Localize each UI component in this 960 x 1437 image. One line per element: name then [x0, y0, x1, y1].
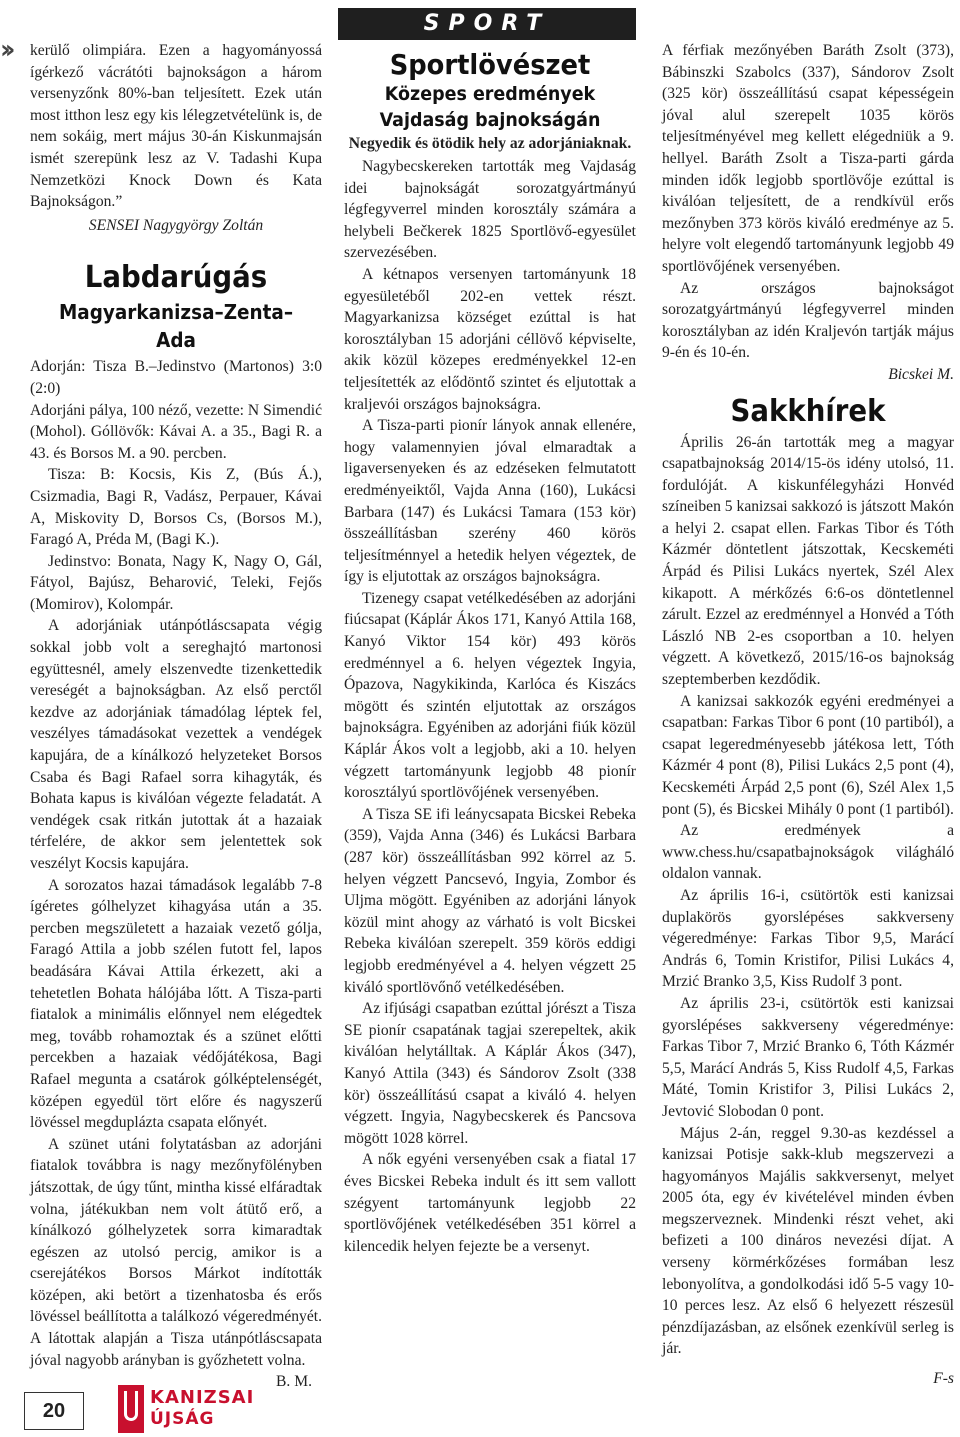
logo-text-line2: ÚJSÁG — [150, 1409, 215, 1429]
shooting-subheading-2: Vajdaság bajnokságán — [379, 109, 601, 131]
match-result: Adorján: Tisza B.–Jedinstvo (Martonos) 3:0 (2:0) — [30, 358, 322, 397]
chess-paragraph: Az eredmények a www.chess.hu/csapatbajnokságok világháló oldalon vannak. — [662, 822, 954, 883]
logo-text-line1: KANIZSAI — [150, 1387, 255, 1408]
match-details: Adorjáni pálya, 100 néző, vezette: N Simendić (Mohol). Góllövők: Kávai A. a 35., Bagi R. a 43. és Borsos M. a 90. percben. — [30, 401, 322, 462]
shooting-signature: Bicskei M. — [888, 365, 954, 383]
chess-signature: F-s — [933, 1370, 954, 1387]
shooting-paragraph: A kétnapos versenyen tartományunk 18 egyesületéből 202-en vettek részt. Magyarkanizsa községet ezúttal is hat korosztályban 15 adorjáni céllövő képviselte, akik közül közepes eredményekkel 12-en teljesítették az elődöntő szintet és eljutottak a kraljevói országos bajnokságra. — [344, 265, 636, 413]
jedinstvo-lineup: Jedinstvo: Bonata, Nagy K, Nagy O, Gál, Fátyol, Bajúsz, Beharović, Teleki, Fejős (Momirov), Kolompár. — [30, 552, 322, 613]
chess-paragraph: Május 2-án, reggel 9.30-as kezdéssel a kanizsai Potisje sakk-klub megszervezi a hagyományos Majális sakkversenyt, melyet 2005 óta, egy év kivételével minden évben megszerveznek. Mindenki részt vehet, aki befizeti a 100 dináros nevezési díjat. A verseny körmérkőzéses formában lesz lebonyolítva, a gondolkodási idő 5-5 vagy 10-10 perces lesz. Az első 6 helyezett részesül pénzdíjazásban, az elsőnek ezenkívül serleg is jár. — [662, 1124, 954, 1358]
page-number: 20 — [24, 1392, 84, 1430]
section-label-sport: SPORT — [338, 8, 636, 40]
shooting-paragraph: Az ifjúsági csapatban ezúttal jórészt a Tisza SE pionír csapatának tagjai szerepeltek, akik kiválóan helytálltak. A Káplár Ákos (347), Kanyó Attila (343) és Sándorov Zsolt (338 kör) összeállítású csapat a kiváló 4. helyen végzett. Ingyia, Nagybecskerek és Pancsova mögött 1028 körrel. — [344, 1000, 636, 1147]
chess-paragraph: Az április 16-i, csütörtök esti kanizsai duplakörös gyorslépéses sakkverseny végeredménye: Farkas Tibor 9,5, Marácí András 6, Tomin Kristifor, Pilisi Lukács 4, Mrzić Branko 3,5, Kiss Rudolf 3 pont. — [662, 886, 954, 991]
chess-heading: Sakkhírek — [730, 393, 886, 429]
shooting-heading: Sportlövészet — [389, 48, 591, 81]
chess-paragraph: A kanizsai sakkozók egyéni eredményei a csapatban: Farkas Tibor 6 pont (10 partiból), a csapat legeredményesebb játékosa lett, Tóth Kázmér 4 pont (8), Pilisi Lukács 2,5 pont (4), Kecskeméti Árpád 2,5 pont (6), Szél Alex 1,5 pont (5), és Bicskei Mihály 0 pont (1 partiból). — [662, 692, 954, 818]
intro-signature: SENSEI Nagygyörgy Zoltán — [88, 216, 264, 234]
football-signature: B. M. — [276, 1373, 312, 1391]
football-heading: Labdarúgás — [84, 260, 268, 296]
shooting-lead: Negyedik és ötödik hely az adorjániaknak. — [348, 135, 632, 152]
column-1 — [30, 40, 322, 1393]
shooting-paragraph: Nagybecskereken tartották meg Vajdaság idei bajnokságát sorozatgyártmányú légfegyverrel minden korosztály számára a helybeli Bečkerek 1825 Sportlövő-egyesület szervezésében. — [344, 158, 636, 262]
chess-paragraph: Április 26-án tartották meg a magyar csapatbajnokság 2014/15-ös idény utolsó, 11. fordulóját. A kiskunfélegyházi Honvéd színeiben 5 kanizsai sakkozó is játszott Makón a helyi 2. csapat ellen. Farkas Tibor és Tóth Kázmér döntetlent játszottak, Kecskeméti Árpád és Pilisi Lukács nyertek, Szél Alex kikapott. A mérkőzés 6:6-os döntetlennel zárult. Ezzel az eredménnyel a Honvéd a Tóth László NB 2-es csoportban a 10. helyen végzett. A következő, 2015/16-os bajnokság szeptemberben kezdődik. — [662, 433, 954, 689]
intro-paragraph: kerülő olimpiára. Ezen a hagyományossá ígérkező vácrátóti bajnokságon a három versenyzőnk 80%-ban teljesített. Ezek után most itthon lesz egy kis lélegzetvételünk is, de nem sokáig, mert május 30-án Kiskunmajsán ismét szerepünk lesz az V. Tadashi Kupa Nemzetközi Knock Down és Kata Bajnokságon.” — [30, 42, 322, 211]
match-report-paragraph: A sorozatos hazai támadások legalább 7-8 ígéretes gólhelyzet kihagyása után a 35. percben megszületett a hazaiak vezető gólja, Faragó Attila a jobb szélen futott fel, lapos beadására Kávai Attila érkezett, aki a tehetetlen Bohata hálójába lőtt. A Tisza-parti fiatalok a minimális előnnyel nem elégedtek meg, tovább rohamoztak és a szünet előtti percekben a hazaiak védőjátékosa, Bagi Rafael megunta a csatárok gólképtelenségét, középen egyedül tört előre és nagyszerű lövéssel megduplázta csapata előnyét. — [30, 876, 322, 1132]
football-subheading: Magyarkanizsa–Zenta–Ada — [58, 300, 294, 353]
shooting-paragraph: A Tisza SE ifi leánycsapata Bicskei Rebeka (359), Vajda Anna (346) és Lukácsi Barbara (287 kör) összeállításban 992 körrel az 5. helyen végzett Pancsevó, Ingyia, Zombor és Uljma mögött. Egyéniben az adorjáni lányok közül mint ahogy az várható is volt Bicskei Rebeka kiválóan szerepelt. 359 körös eddigi legjobb eredményével a 4. helyen végzett 25 kiváló sportlövőnő vetélkedésében. — [344, 805, 636, 996]
shooting-paragraph: Tizenegy csapat vetélkedésében az adorjáni fiúcsapat (Káplár Ákos 171, Kanyó Attila 168, Kanyó Viktor 154 kör) 493 körös eredménnyel a 6. helyen végeztek Ingyia, Ópazova, Nagykikinda, Karlóca és Kiszács mögött és szintén eljutottak az országos bajnokságra. Egyéniben az adorjáni fiúk közül Káplár Ákos volt a legjobb, aki a 10. helyen végzett tartományunk legjobb 48 pionír korosztályú sportlövőjének versenyében. — [344, 589, 636, 802]
match-report-paragraph: A adorjániak utánpótláscsapata végig sokkal jobb volt a sereghajtó martonosi együttesnél, amely elszenvedte tizenkettedik vereségét a bajnokságban. Az első perctől kezdve az adorjániak támadólag léptek fel, veszélyes támadásokat vezettek a vendégek kapujára, de a kínálkozó helyzeteket Borsos Csaba és Bagi Rafael sorra kihagyták, és Bohata kapus is kiválóan végezte feladatát. A vendégek csak ritkán jutottak át a hazaiak térfelére, de akkor sem jelentettek sok veszélyt Kocsis kapujára. — [30, 617, 322, 872]
shooting-continued-paragraph: A férfiak mezőnyében Baráth Zsolt (373), Bábinszki Szabolcs (337), Sándorov Zsolt (325 kör) összeállítású csapat képességein jóval alul szerepelt 1035 körös teljesítményével meg kellett elégedniük a 9. hellyel. Baráth Zsolt a Tisza-parti gárda minden idők legjobb sportlövője ezúttal is kiválóan teljesített, de a rendkívül erős mezőnyben 373 körös kiváló eredménye az 5. helyre volt elegendő tartományunk legjobb 49 sportlövőjének versenyében. — [662, 42, 954, 275]
tisza-lineup: Tisza: B: Kocsis, Kis Z, (Bús Á.), Csizmadia, Bagi R, Vadász, Perpauer, Kávai A, Miskovity D, Borsos Cs, (Borsos M.), Faragó A, Préda M, (Bagi K.). — [30, 466, 322, 549]
shooting-paragraph: A nők egyéni versenyében csak a fiatal 17 éves Bicskei Rebeka indult és itt sem vallott szégyent tartományunk legjobb 22 sportlövőjének vetélkedésében 351 körrel a kilencedik helyen fejezte be a versenyt. — [344, 1151, 636, 1255]
continuation-arrows-icon: ›› — [0, 35, 10, 65]
match-report-paragraph: A szünet utáni folytatásban az adorjáni fiatalok továbbra is nagy mezőnyfölényben játszottak, de úgy tűnt, mintha kissé elfáradtak volna, játékukban nem volt átütő erő, a kínálkozó gólhelyzetek sorra kimaradtak egészen az utolsó percig, amikor is a cserejátékos Borsos Márkot indították középen, aki betört a tizenhatosba és erős lövéssel beállította a találkozó végeredményét. A látottak alapján a Tisza utánpótláscsapata jóval nagyobb arányban is győzhetett volna. — [30, 1135, 322, 1369]
shooting-continued-paragraph: Az országos bajnokságot sorozatgyártmányú légfegyverrel minden korosztályban az idén Kraljevón tartják május 9-én és 10-én. — [662, 279, 954, 362]
column-2 — [344, 48, 636, 1257]
column-3 — [662, 40, 954, 1360]
shooting-subheading-1: Közepes eredmények — [384, 83, 596, 105]
logo-mark-icon — [118, 1385, 144, 1433]
chess-paragraph: Az április 23-i, csütörtök esti kanizsai gyorslépéses sakkverseny végeredménye: Farkas Tibor 7, Mrzić Branko 6, Tóth Kázmér 5,5, Marácí András 5, Kiss Rudolf 4,5, Farkas Máté, Tomin Kristifor 3, Pilisi Lukács 2, Jevtović Slobodan 0 pont. — [662, 994, 954, 1120]
kanizsai-ujsag-logo — [118, 1385, 298, 1433]
shooting-paragraph: A Tisza-parti pionír lányok annak ellenére, hogy valamennyien jóval elmaradtak a ligaversenyeken és az edzéseken felmutatott eredményeiktől, Vajda Anna (160), Lukácsi Barbara (147) és Lukácsi Tamara (153 kör) összeállításban szerény 460 körös teljesítménnyel a hetedik helyen végeztek, de így is eljutottak az országos bajnokságra. — [344, 417, 636, 586]
